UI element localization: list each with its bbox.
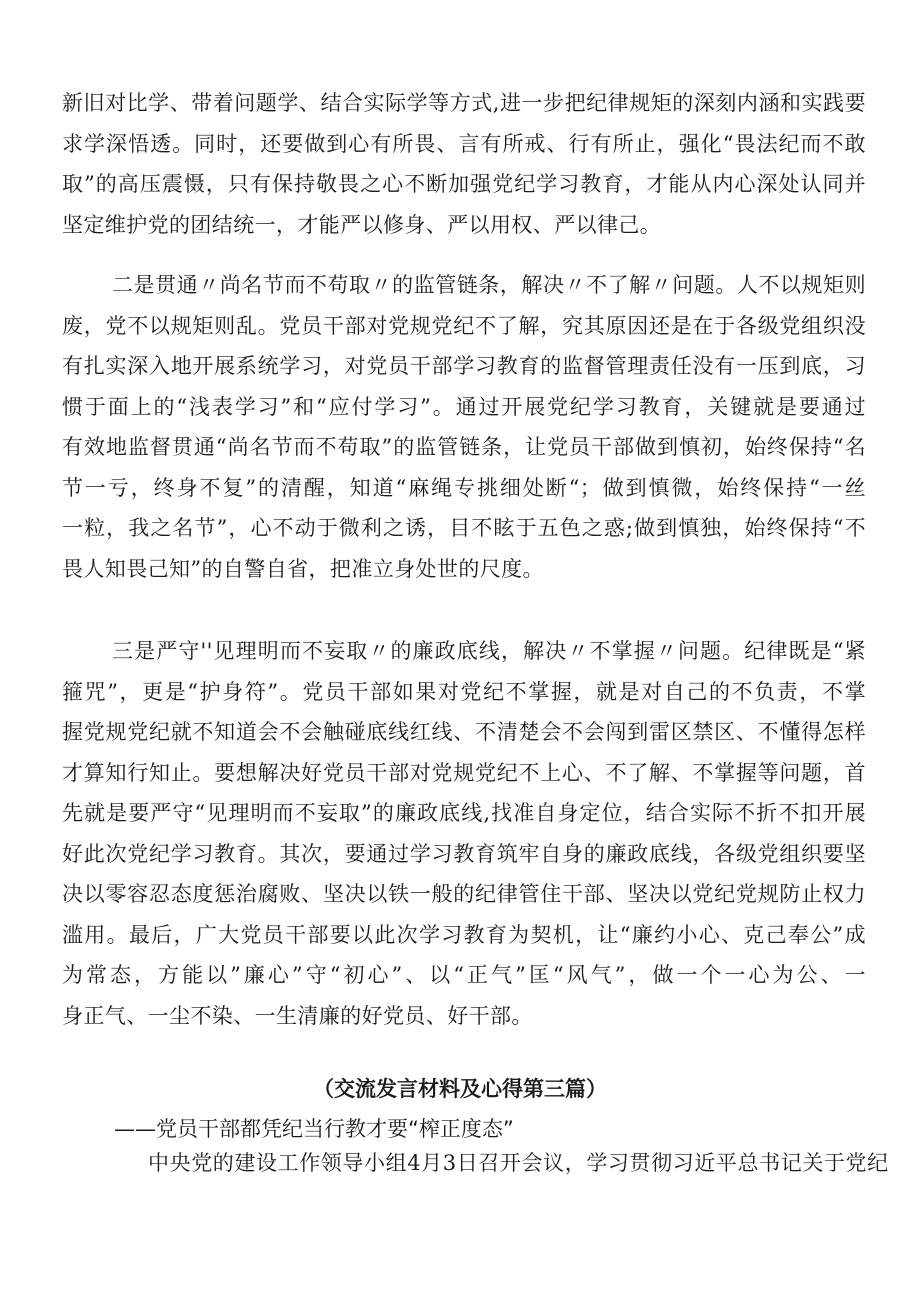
paragraph-continued (62, 83, 866, 245)
text-line: 有扎实深入地开展系统学习，对党员干部学习教育的监督管理责任没有一压到底，习 (62, 354, 866, 378)
text-line: 有效地监督贯通“尚名节而不苟取”的监管链条，让党员干部做到慎初，始终保持“名 (62, 435, 866, 459)
section-heading: （交流发言材料及心得第三篇） (313, 1077, 607, 1101)
text-line: 新旧对比学、带着问题学、结合实际学等方式,进一步把纪律规矩的深刻内涵和实践要 (62, 91, 866, 115)
text-line: 三是严守''见理明而不妄取〃的廉政底线，解决〃不掌握〃问题。纪律既是“紧 (112, 639, 866, 663)
paragraph-three (62, 631, 866, 1036)
text-line: 为常态，方能以”廉心”守“初心”、以“正气”匡“风气”，做一个一心为公、一 (62, 963, 866, 987)
text-line: 求学深悟透。同时，还要做到心有所畏、言有所戒、行有所止，强化“畏法纪而不敢 (62, 131, 866, 156)
text-line: 坚定维护党的团结统一，才能严以修身、严以用权、严以律己。 (62, 212, 662, 237)
section-subtitle: ——党员干部都凭纪当行教才要“榨正度态” (114, 1117, 514, 1141)
text-line: 身正气、一尘不染、一生清廉的好党员、好干部。 (62, 1003, 533, 1028)
text-line: 二是贯通〃尚名节而不苟取〃的监管链条，解决〃不了解〃问题。人不以规矩则 (112, 273, 866, 297)
text-line: 废，党不以规矩则乱。党员干部对党规党纪不了解，究其原因还是在于各级党组织没 (62, 313, 866, 338)
text-line: 畏人知畏己知”的自警自省，把准立身处世的尺度。 (62, 556, 544, 581)
text-line: 节一亏，终身不复”的清醒，知道“麻绳专挑细处断“；做到慎微，始终保持“一丝 (62, 475, 866, 500)
text-line: 惯于面上的“浅表学习”和“应付学习”。通过开展党纪学习教育，关键就是要通过 (62, 394, 866, 419)
section-intro-line: 中央党的建设工作领导小组4月3日召开会议，学习贯彻习近平总书记关于党纪 (148, 1151, 889, 1175)
text-line: 取”的高压震慑，只有保持敬畏之心不断加强党纪学习教育，才能从内心深处认同并 (62, 172, 866, 196)
text-line: 握党规党纪就不知道会不会触碰底线红线、不清楚会不会闯到雷区禁区、不懂得怎样 (62, 720, 866, 744)
paragraph-two (62, 265, 866, 589)
text-line: 才算知行知止。要想解决好党员干部对党规党纪不上心、不了解、不掌握等问题，首 (62, 760, 866, 785)
text-line: 滥用。最后，广大党员干部要以此次学习教育为契机，让“廉约小心、克己奉公”成 (62, 922, 866, 947)
text-line: 箍咒”，更是“护身符”。党员干部如果对党纪不掌握，就是对自己的不负责，不掌 (62, 679, 866, 704)
text-line: 决以零容忍态度惩治腐败、坚决以铁一般的纪律管住干部、坚决以党纪党规防止权力 (62, 882, 866, 906)
text-line: 一粒，我之名节”，心不动于微利之诱，目不眩于五色之惑;做到慎独，始终保持“不 (62, 516, 866, 540)
text-line: 先就是要严守“见理明而不妄取”的廉政底线,找准自身定位，结合实际不折不扣开展 (62, 801, 866, 825)
text-line: 好此次党纪学习教育。其次，要通过学习教育筑牢自身的廉政底线，各级党组织要坚 (62, 841, 866, 866)
